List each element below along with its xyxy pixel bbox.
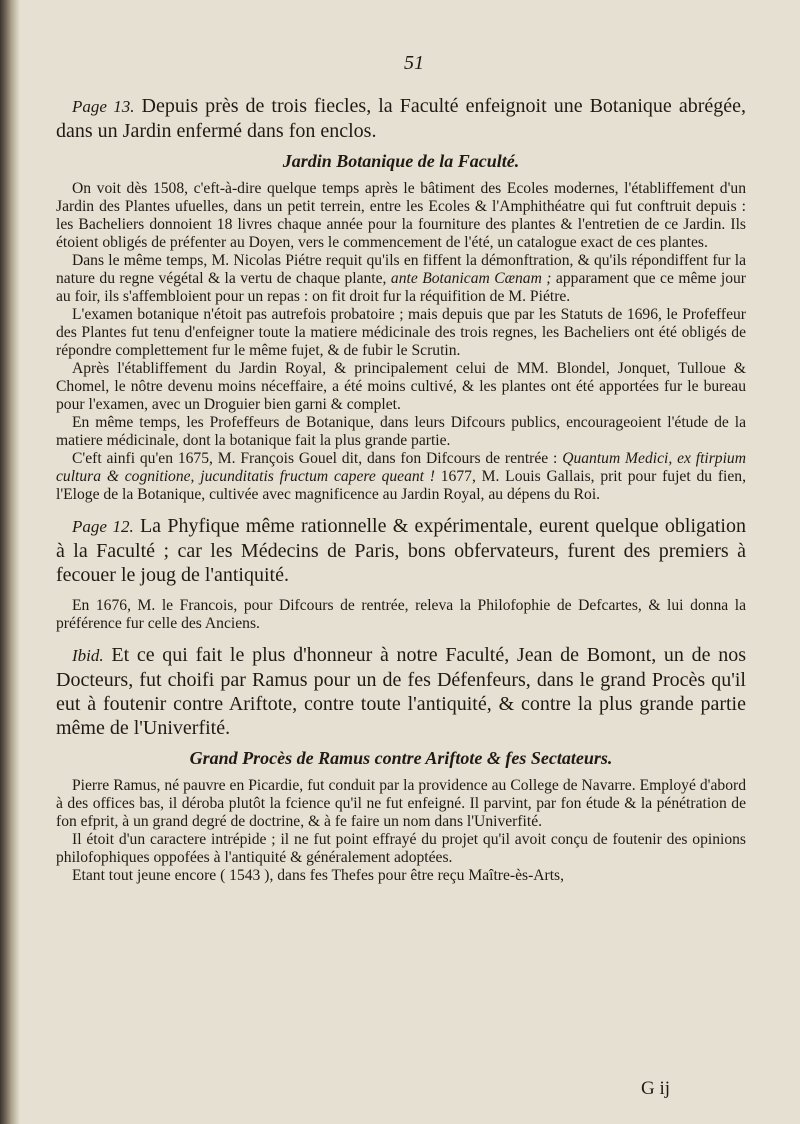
latin-quote: Quantum Medici, ex ftirpium cultura & cognitione, jucunditatis fructum capere queant ! (56, 450, 746, 485)
paragraph (56, 450, 746, 504)
page-reference: Page 12. (72, 517, 134, 536)
paragraph-ibid (56, 643, 746, 740)
page-binding-shadow (0, 0, 20, 1124)
paragraph: Il étoit d'un caractere intrépide ; il ne fut point effrayé du projet qu'il avoit conçu de foutenir des opinions philofophiques oppofées à l'antiquité & généralement adoptées. (56, 831, 746, 866)
paragraph-text: Depuis près de trois fiecles, la Faculté enfeignoit une Botanique abrégée, dans un Jardin enfermé dans fon enclos. (56, 95, 746, 142)
paragraph: Pierre Ramus, né pauvre en Picardie, fut conduit par la providence au College de Navarre. Employé d'abord à des offices bas, il déroba plutôt la fcience qu'il ne fut enfeigné. Il parvint, par fon étude & la pénétration de fon efprit, à un grand degré de doctrine, & à fe faire un nom dans l'Univerfité. (56, 777, 746, 830)
paragraph: En même temps, les Profeffeurs de Botanique, dans leurs Difcours publics, encourageoient l'étude de la matiere médicinale, dont la botanique fait la plus grande partie. (56, 414, 746, 449)
paragraph-page-12 (56, 514, 746, 587)
paragraph-text: La Phyfique même rationnelle & expérimentale, eurent quelque obligation à la Faculté ; car les Médecins de Paris, bons obfervateurs, furent des premiers à fecouer le joug de l'antiquité. (56, 515, 746, 586)
book-page (46, 42, 756, 1112)
paragraph: On voit dès 1508, c'eft-à-dire quelque temps après le bâtiment des Ecoles modernes, l'établiffement d'un Jardin des Plantes ufuelles, dans un petit terrein, entre les Ecoles & l'Amphithéatre qui fut conftruit depuis : les Bacheliers donnoient 18 livres chaque année pour la fourniture des plantes & l'entretien de ce Jardin. Ils étoient obligés de préfenter au Doyen, vers le commencement de l'été, un catalogue exact de ces plantes. (56, 180, 746, 251)
text-run: C'eft ainfi qu'en 1675, M. François Gouel dit, dans fon Difcours de rentrée : (72, 450, 563, 467)
spacer (56, 587, 746, 597)
signature-mark: G ij (640, 1078, 670, 1099)
paragraph-page-13 (56, 94, 746, 143)
text-run: 1677, M. Louis Gallais, prit pour fujet du fien, l'Eloge de la Botanique, cultivée avec magnificence au Jardin Royal, au dépens du Roi. (56, 468, 746, 503)
section-title-ramus: Grand Procès de Ramus contre Ariftote & fes Sectateurs. (189, 748, 613, 768)
page-number: 51 (404, 52, 424, 74)
page-reference: Page 13. (72, 97, 135, 116)
text-run: apparament que ce même jour au foir, ils s'affembloient pour un repas : on fit droit fur la réquifition de M. Piétre. (56, 270, 746, 305)
page-reference: Ibid. (72, 646, 104, 665)
paragraph: Etant tout jeune encore ( 1543 ), dans fes Thefes pour être reçu Maître-ès-Arts, (72, 867, 565, 884)
paragraph: Après l'établiffement du Jardin Royal, & principalement celui de MM. Blondel, Jonquet, Tulloue & Chomel, le nôtre devenu moins néceffaire, a été moins cultivé, & les plantes ont été apportées fur le bureau pour l'examen, avec un Droguier bien garni & complet. (56, 360, 746, 413)
spacer (56, 633, 746, 643)
paragraph: L'examen botanique n'étoit pas autrefois probatoire ; mais depuis que par les Statuts de 1696, le Profeffeur des Plantes fut tenu d'enfeigner toute la matiere médicinale des trois regnes, les Bacheliers ont été obligés de répondre complettement fur le même fujet, & de fubir le Scrutin. (56, 306, 746, 359)
latin-phrase: ante Botanicam Cænam ; (390, 270, 552, 287)
paragraph (56, 252, 746, 306)
page-content (56, 94, 746, 885)
text-run: Dans le même temps, M. Nicolas Piétre requit qu'ils en fiffent la démonftration, & qu'ils répondiffent fur la nature du regne végétal & la vertu de chaque plante, (56, 252, 746, 287)
paragraph-text: Et ce qui fait le plus d'honneur à notre Faculté, Jean de Bomont, un de nos Docteurs, fut choifi par Ramus pour un de fes Défenfeurs, dans le grand Procès qu'il eut à foutenir contre Ariftote, contre toute l'antiquité, & contre la plus grande partie même de l'Univerfité. (56, 644, 747, 739)
section-title-jardin: Jardin Botanique de la Faculté. (282, 151, 520, 171)
spacer (56, 504, 746, 514)
paragraph: En 1676, M. le Francois, pour Difcours de rentrée, releva la Philofophie de Defcartes, & lui donna la préférence fur celle des Anciens. (56, 597, 746, 632)
